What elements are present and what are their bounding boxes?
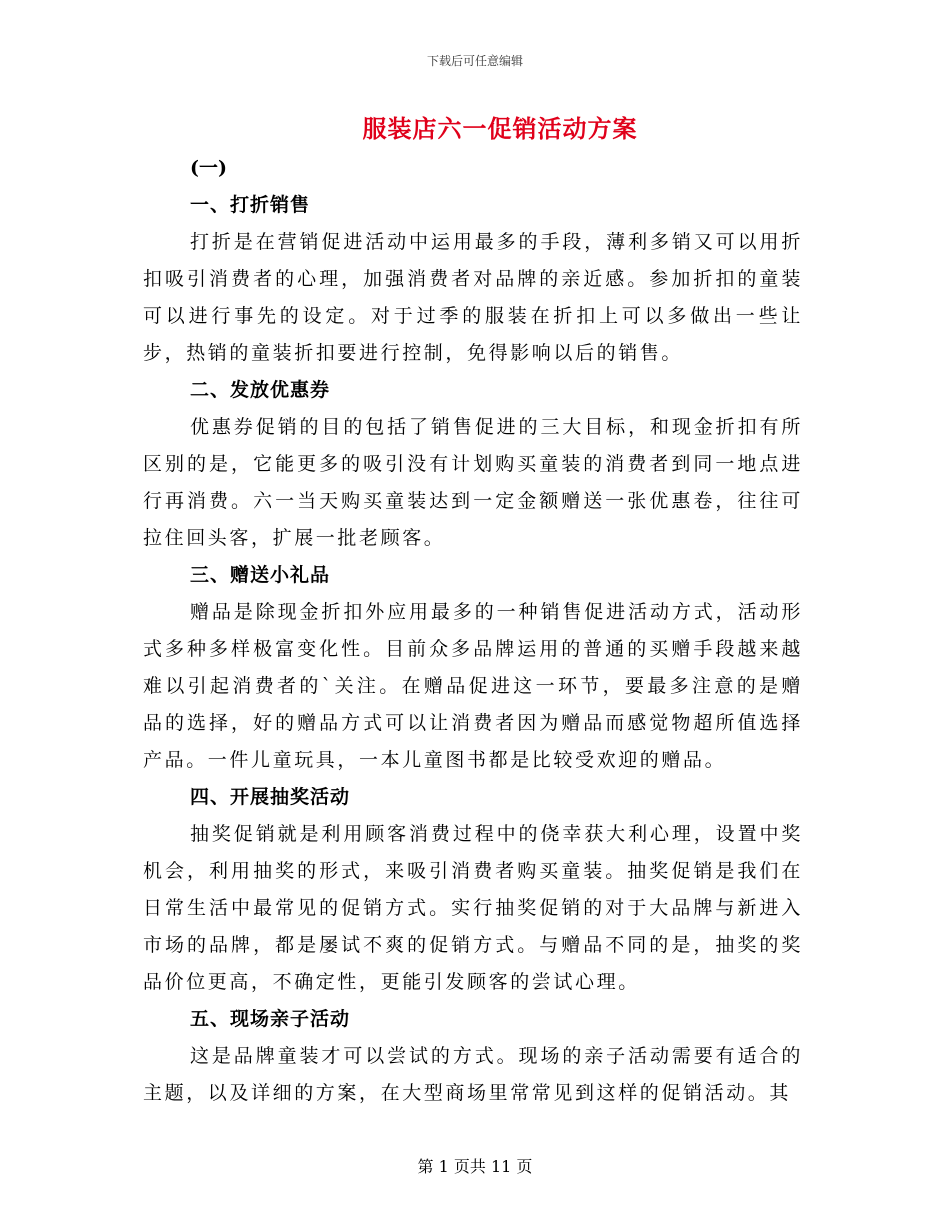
document-body	[143, 150, 803, 1112]
page-number: 第 1 页共 11 页	[417, 1157, 533, 1176]
section-heading: 四、开展抽奖活动	[190, 786, 351, 808]
section-paragraph: 优惠券促销的目的包括了销售促进的三大目标，和现金折扣有所区别的是，它能更多的吸引没有计划购买童装的消费者到同一地点进行再消费。六一当天购买童装达到一定金额赠送一张优惠卷，往往可拉住回头客，扩展一批老顾客。	[143, 416, 803, 549]
section-paragraph: 抽奖促销就是利用顾客消费过程中的侥幸获大利心理，设置中奖机会，利用抽奖的形式，来吸引消费者购买童装。抽奖促销是我们在日常生活中最常见的促销方式。实行抽奖促销的对于大品牌与新进入市场的品牌，都是屡试不爽的促销方式。与赠品不同的是，抽奖的奖品价位更高，不确定性，更能引发顾客的尝试心理。	[143, 823, 803, 993]
section-heading: 三、赠送小礼品	[190, 564, 331, 586]
page-header-note: 下载后可任意编辑	[426, 54, 523, 68]
section-heading: 二、发放优惠券	[190, 379, 331, 401]
section-paragraph: 赠品是除现金折扣外应用最多的一种销售促进活动方式，活动形式多种多样极富变化性。目前众多品牌运用的普通的买赠手段越来越难以引起消费者的`关注。在赠品促进这一环节，要最多注意的是赠品的选择，好的赠品方式可以让消费者因为赠品而感觉物超所值选择产品。一件儿童玩具，一本儿童图书都是比较受欢迎的赠品。	[143, 601, 803, 771]
document-subtitle: (一)	[190, 157, 227, 179]
document-title: 服装店六一促销活动方案	[362, 114, 638, 143]
section-paragraph: 这是品牌童装才可以尝试的方式。现场的亲子活动需要有适合的主题，以及详细的方案，在大型商场里常常见到这样的促销活动。其	[143, 1045, 803, 1104]
section-heading: 五、现场亲子活动	[190, 1008, 351, 1030]
section-paragraph: 打折是在营销促进活动中运用最多的手段，薄利多销又可以用折扣吸引消费者的心理，加强消费者对品牌的亲近感。参加折扣的童装可以进行事先的设定。对于过季的服装在折扣上可以多做出一些让步，热销的童装折扣要进行控制，免得影响以后的销售。	[143, 231, 803, 364]
section-heading: 一、打折销售	[190, 194, 311, 216]
